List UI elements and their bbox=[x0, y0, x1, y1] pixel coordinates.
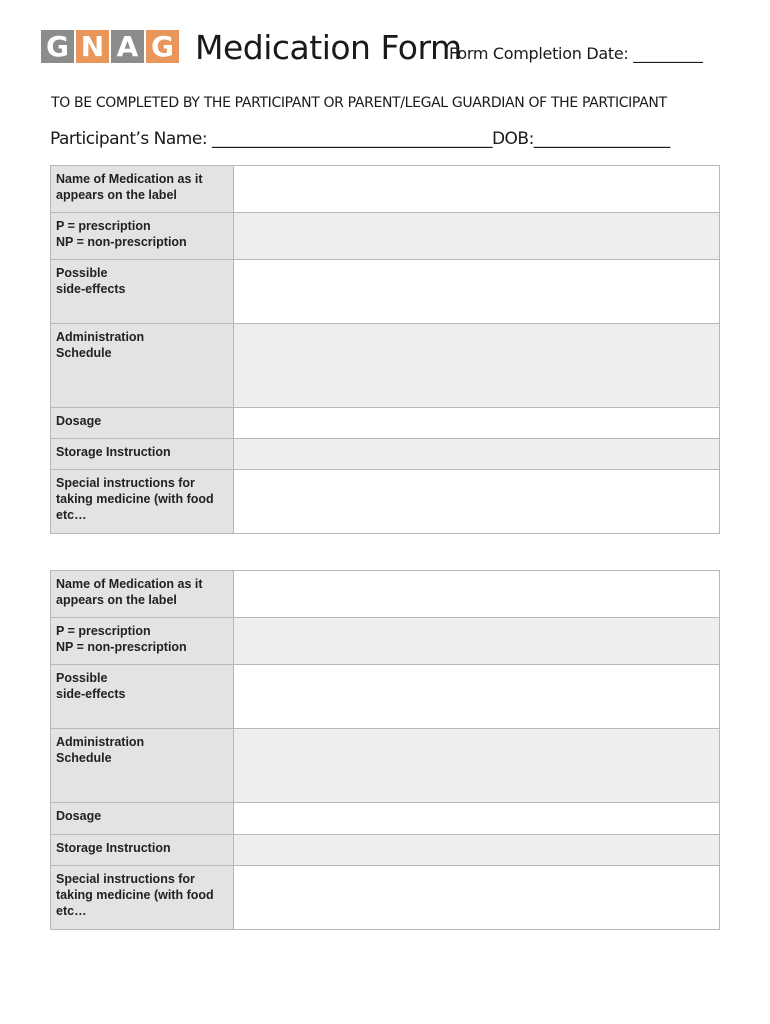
row-label: Possible side-effects bbox=[51, 665, 234, 729]
medication-name-field[interactable] bbox=[234, 571, 720, 618]
form-header bbox=[40, 26, 730, 76]
row-label: P = prescription NP = non-prescription bbox=[51, 618, 234, 665]
logo-letter: G bbox=[146, 30, 179, 63]
row-label: Special instructions for taking medicine (with food etc… bbox=[51, 866, 234, 930]
row-label: Possible side-effects bbox=[51, 260, 234, 324]
logo-letter: A bbox=[111, 30, 144, 63]
table-row bbox=[51, 665, 720, 729]
row-label: Storage Instruction bbox=[51, 439, 234, 470]
prescription-type-field[interactable] bbox=[234, 213, 720, 260]
table-row bbox=[51, 618, 720, 665]
table-row bbox=[51, 439, 720, 470]
logo-letter: G bbox=[41, 30, 74, 63]
side-effects-field[interactable] bbox=[234, 260, 720, 324]
table-row bbox=[51, 803, 720, 835]
table-row bbox=[51, 866, 720, 930]
row-label: Storage Instruction bbox=[51, 835, 234, 866]
table-row bbox=[51, 835, 720, 866]
gnag-logo bbox=[41, 30, 181, 63]
dosage-field[interactable] bbox=[234, 408, 720, 439]
administration-schedule-field[interactable] bbox=[234, 729, 720, 803]
row-label: Name of Medication as it appears on the label bbox=[51, 166, 234, 213]
medication-table-2 bbox=[50, 570, 720, 930]
table-row bbox=[51, 324, 720, 408]
storage-instruction-field[interactable] bbox=[234, 439, 720, 470]
row-label: P = prescription NP = non-prescription bbox=[51, 213, 234, 260]
storage-instruction-field[interactable] bbox=[234, 835, 720, 866]
medication-name-field[interactable] bbox=[234, 166, 720, 213]
form-completion-date-field[interactable]: Form Completion Date: _________ bbox=[449, 44, 703, 63]
row-label: Dosage bbox=[51, 408, 234, 439]
page-title: Medication Form bbox=[195, 28, 462, 67]
prescription-type-field[interactable] bbox=[234, 618, 720, 665]
table-row bbox=[51, 729, 720, 803]
row-label: Special instructions for taking medicine (with food etc… bbox=[51, 470, 234, 534]
table-row bbox=[51, 213, 720, 260]
medication-table-1 bbox=[50, 165, 720, 534]
row-label: Administration Schedule bbox=[51, 324, 234, 408]
dosage-field[interactable] bbox=[234, 803, 720, 835]
logo-letter: N bbox=[76, 30, 109, 63]
row-label: Dosage bbox=[51, 803, 234, 835]
special-instructions-field[interactable] bbox=[234, 470, 720, 534]
table-row bbox=[51, 408, 720, 439]
completion-instruction: TO BE COMPLETED BY THE PARTICIPANT OR PARENT/LEGAL GUARDIAN OF THE PARTICIPANT bbox=[51, 95, 667, 111]
table-row bbox=[51, 260, 720, 324]
table-row bbox=[51, 166, 720, 213]
table-row bbox=[51, 470, 720, 534]
participant-name-dob-field[interactable]: Participant’s Name: ___________________________________DOB:_________________ bbox=[50, 129, 670, 149]
administration-schedule-field[interactable] bbox=[234, 324, 720, 408]
row-label: Name of Medication as it appears on the label bbox=[51, 571, 234, 618]
row-label: Administration Schedule bbox=[51, 729, 234, 803]
table-row bbox=[51, 571, 720, 618]
special-instructions-field[interactable] bbox=[234, 866, 720, 930]
side-effects-field[interactable] bbox=[234, 665, 720, 729]
